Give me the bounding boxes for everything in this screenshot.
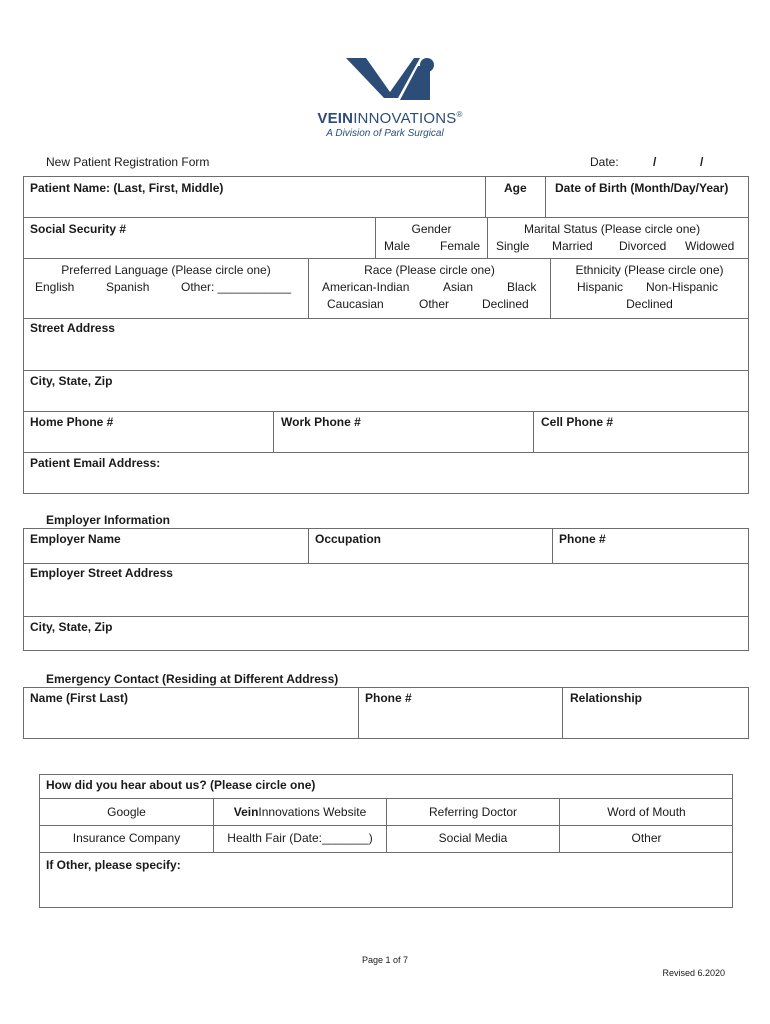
referral-option-health-fair[interactable]: Health Fair (Date:_______) [227, 831, 373, 845]
employer-table [23, 528, 749, 651]
emergency-phone-field[interactable]: Phone # [365, 691, 412, 705]
ssn-field[interactable]: Social Security # [30, 222, 127, 236]
date-separator: / [700, 155, 704, 169]
work-phone-field[interactable]: Work Phone # [281, 415, 361, 429]
ethnicity-option-declined[interactable]: Declined [626, 297, 673, 311]
referral-option-insurance-company[interactable]: Insurance Company [72, 831, 181, 845]
emergency-section-title: Emergency Contact (Residing at Different Address) [46, 672, 339, 686]
gender-option-female[interactable]: Female [440, 239, 481, 253]
employer-phone-field[interactable]: Phone # [559, 532, 606, 546]
race-option-black[interactable]: Black [507, 280, 537, 294]
language-label: Preferred Language (Please circle one) [61, 263, 271, 277]
street-address-field[interactable]: Street Address [30, 321, 115, 335]
referral-option-google[interactable]: Google [107, 805, 146, 819]
ethnicity-option-hispanic[interactable]: Hispanic [577, 280, 624, 294]
race-option-declined[interactable]: Declined [482, 297, 529, 311]
dob-field[interactable]: Date of Birth (Month/Day/Year) [555, 181, 729, 195]
emergency-name-field[interactable]: Name (First Last) [30, 691, 129, 705]
ethnicity-option-non-hispanic[interactable]: Non-Hispanic [646, 280, 719, 294]
referral-question: How did you hear about us? (Please circle one) [46, 778, 316, 792]
brand-rest: INNOVATIONS [353, 110, 457, 127]
marital-option-divorced[interactable]: Divorced [619, 239, 667, 253]
race-option-asian[interactable]: Asian [443, 280, 474, 294]
employer-street-field[interactable]: Employer Street Address [30, 566, 173, 580]
relationship-field[interactable]: Relationship [570, 691, 643, 705]
marital-option-widowed[interactable]: Widowed [685, 239, 735, 253]
language-option-english[interactable]: English [35, 280, 75, 294]
employer-section-title: Employer Information [46, 513, 171, 527]
race-label: Race (Please circle one) [364, 263, 495, 277]
home-phone-field[interactable]: Home Phone # [30, 415, 114, 429]
city-state-zip-field[interactable]: City, State, Zip [30, 374, 113, 388]
marital-status-label: Marital Status (Please circle one) [524, 222, 701, 236]
other-specify-field[interactable]: If Other, please specify: [46, 858, 181, 872]
brand-trademark: ® [456, 110, 463, 119]
revised-date: Revised 6.2020 [662, 968, 725, 978]
referral-option-word-of-mouth[interactable]: Word of Mouth [607, 805, 686, 819]
page-number: Page 1 of 7 [361, 955, 409, 965]
brand-bold: VEIN [317, 110, 354, 127]
marital-option-married[interactable]: Married [552, 239, 593, 253]
ethnicity-label: Ethnicity (Please circle one) [575, 263, 724, 277]
email-field[interactable]: Patient Email Address: [30, 456, 161, 470]
patient-name-field[interactable]: Patient Name: (Last, First, Middle) [30, 181, 224, 195]
referral-option-referring-doctor[interactable]: Referring Doctor [428, 805, 518, 819]
language-option-other[interactable]: Other: ___________ [181, 280, 292, 294]
cell-phone-field[interactable]: Cell Phone # [541, 415, 614, 429]
website-bold-text: Vein [233, 805, 259, 819]
date-label: Date: [590, 155, 619, 169]
employer-name-field[interactable]: Employer Name [30, 532, 121, 546]
race-option-other[interactable]: Other [419, 297, 450, 311]
gender-option-male[interactable]: Male [384, 239, 411, 253]
brand-wordmark [300, 110, 480, 127]
occupation-field[interactable]: Occupation [315, 532, 382, 546]
referral-option-social-media[interactable]: Social Media [438, 831, 508, 845]
form-title: New Patient Registration Form [46, 155, 210, 169]
race-option-american-indian[interactable]: American-Indian [322, 280, 410, 294]
gender-label: Gender [411, 222, 452, 236]
referral-option-other[interactable]: Other [631, 831, 662, 845]
brand-tagline: A Division of Park Surgical [326, 128, 444, 139]
race-option-caucasian[interactable]: Caucasian [327, 297, 384, 311]
age-field[interactable]: Age [504, 181, 527, 195]
employer-city-field[interactable]: City, State, Zip [30, 620, 113, 634]
date-separator: / [653, 155, 657, 169]
referral-option-website[interactable] [214, 805, 386, 819]
marital-option-single[interactable]: Single [496, 239, 530, 253]
website-rest-text: Innovations Website [258, 805, 367, 819]
language-option-spanish[interactable]: Spanish [106, 280, 150, 294]
